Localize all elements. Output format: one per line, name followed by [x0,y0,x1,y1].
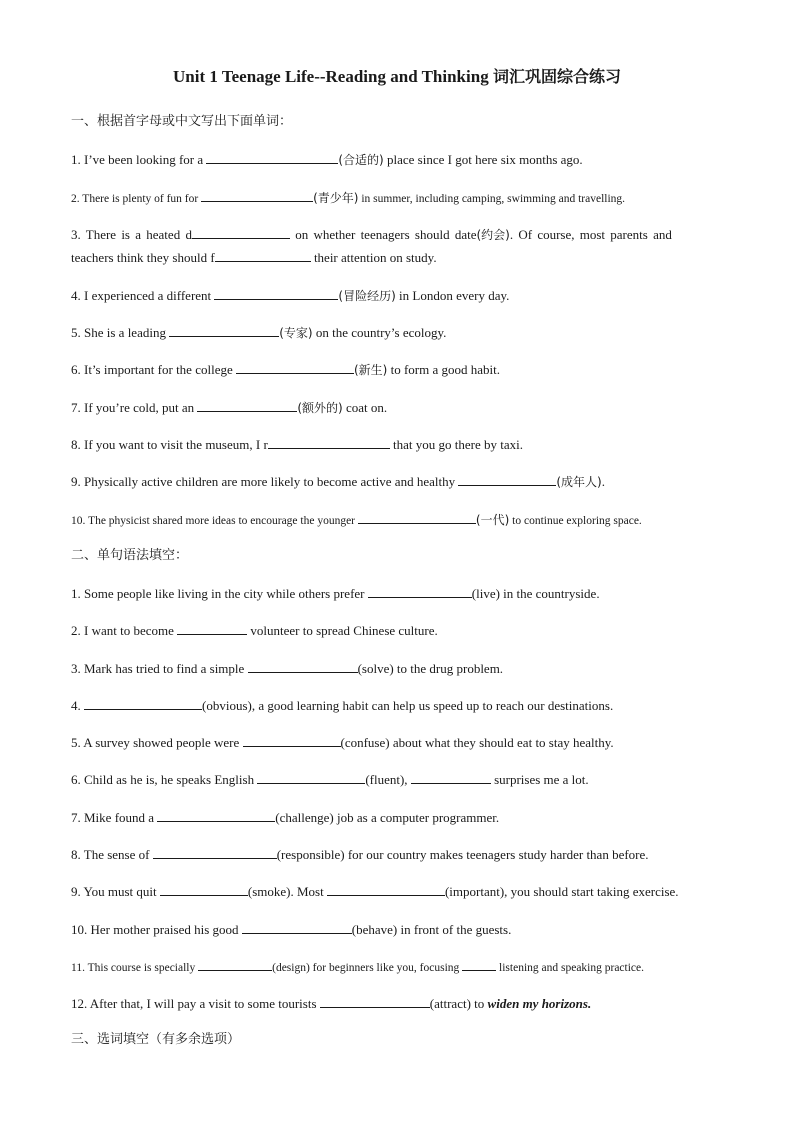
answer-blank[interactable] [320,995,430,1008]
s2-item-6: 6. Child as he is, he speaks English (fluent), surprises me a lot. [71,772,589,787]
answer-blank[interactable] [160,883,248,896]
s2-item-3: 3. Mark has tried to find a simple (solve) to the drug problem. [71,661,504,676]
s1-item-3-cont: teachers think they should f their attention on study. [71,250,437,265]
section3-heading: 三、选词填空（有多余选项） [71,1032,241,1047]
answer-blank[interactable] [206,151,338,164]
answer-blank[interactable] [462,958,496,971]
answer-blank[interactable] [157,809,275,822]
s2-item-5: 5. A survey showed people were (confuse) about what they should eat to stay healthy. [71,735,614,750]
section1-heading: 一、根据首字母或中文写出下面单词： [71,114,293,129]
s1-item-4: 4. I experienced a different (冒险经历) in London every day. [71,288,510,303]
answer-blank[interactable] [201,189,313,202]
title-english: Unit 1 Teenage Life--Reading and Thinking [173,67,489,86]
page-title [0,64,794,87]
answer-blank[interactable] [197,399,297,412]
answer-blank[interactable] [177,622,247,635]
s1-item-9: 9. Physically active children are more likely to become active and healthy (成年人). [71,474,605,489]
title-chinese: 词汇巩固综合练习 [492,67,621,86]
answer-blank[interactable] [214,287,338,300]
s2-item-7: 7. Mike found a (challenge) job as a computer programmer. [71,810,500,825]
s2-item-1: 1. Some people like living in the city while others prefer (live) in the countryside. [71,586,600,601]
answer-blank[interactable] [358,511,476,524]
answer-blank[interactable] [198,958,272,971]
s1-item-5: 5. She is a leading (专家) on the country’s ecology. [71,325,447,340]
answer-blank[interactable] [169,324,279,337]
answer-blank[interactable] [84,697,202,710]
answer-blank[interactable] [257,771,365,784]
section2-heading: 二、单句语法填空： [71,548,189,563]
s1-item-3: 3. There is a heated d on whether teenagers should date(约会). Of course, most parents and [71,227,672,242]
s2-item-9: 9. You must quit (smoke). Most (important), you should start taking exercise. [71,884,679,899]
answer-blank[interactable] [153,846,277,859]
s2-item-8: 8. The sense of (responsible) for our country makes teenagers study harder than before. [71,847,649,862]
s2-item-2: 2. I want to become volunteer to spread Chinese culture. [71,623,438,638]
s1-item-8: 8. If you want to visit the museum, I r that you go there by taxi. [71,437,523,452]
s1-item-1: 1. I’ve been looking for a (合适的) place since I got here six months ago. [71,152,583,167]
s2-item-10: 10. Her mother praised his good (behave) in front of the guests. [71,922,512,937]
answer-blank[interactable] [215,249,311,262]
answer-blank[interactable] [411,771,491,784]
answer-blank[interactable] [248,660,358,673]
s2-item-4: 4. (obvious), a good learning habit can help us speed up to reach our destinations. [71,698,614,713]
s1-item-10: 10. The physicist shared more ideas to encourage the younger (一代) to continue exploring space. [71,513,642,527]
s1-item-2: 2. There is plenty of fun for (青少年) in summer, including camping, swimming and travelling. [71,191,626,205]
answer-blank[interactable] [192,226,290,239]
answer-blank[interactable] [242,921,352,934]
answer-blank[interactable] [268,436,390,449]
s1-item-6: 6. It’s important for the college (新生) to form a good habit. [71,362,501,377]
s2-item-12: 12. After that, I will pay a visit to some tourists (attract) to widen my horizons. [71,996,592,1011]
s1-item-7: 7. If you’re cold, put an (额外的) coat on. [71,400,388,415]
answer-blank[interactable] [458,473,556,486]
answer-blank[interactable] [243,734,341,747]
answer-blank[interactable] [327,883,445,896]
answer-blank[interactable] [368,585,472,598]
s2-item-11: 11. This course is specially (design) for beginners like you, focusing listening and speaking practice. [71,958,723,976]
answer-blank[interactable] [236,361,354,374]
